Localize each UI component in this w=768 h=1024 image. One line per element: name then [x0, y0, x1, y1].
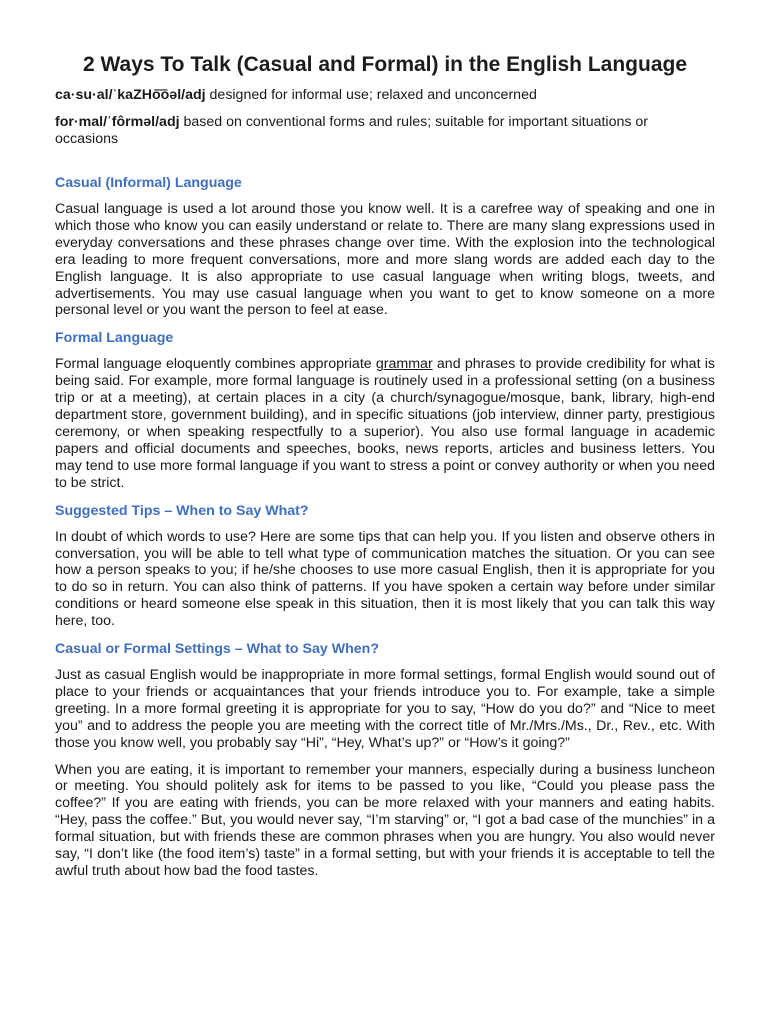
- paragraph-text: and phrases to provide credibility for what is being said. For example, more formal language is routinely used in a professional setting (on a business trip or at a meeting), at certain places in a city (a church/synagogue/mosque, bank, library, high-end department store, government building), and in specific situations (job interview, dinner party, prestigious ceremony, or when speaking respectfully to a superior). You also use formal language in academic papers and official documents and speeches, books, news reports, articles and business letters. You may tend to use more formal language if you want to stress a point or convey authority or when you need to be strict.: [55, 356, 715, 491]
- section-heading-tips: Suggested Tips – When to Say What?: [55, 502, 309, 519]
- section-heading-formal: Formal Language: [55, 330, 174, 347]
- section-heading-settings: Casual or Formal Settings – What to Say When?: [55, 641, 379, 658]
- grammar-link[interactable]: grammar: [375, 356, 433, 373]
- definition-term: for·mal/ˈfôrməl/adj: [55, 114, 180, 130]
- definition-text: designed for informal use; relaxed and unconcerned: [205, 87, 537, 103]
- page-title: 2 Ways To Talk (Casual and Formal) in the English Language: [82, 53, 688, 76]
- section-heading-casual: Casual (Informal) Language: [55, 175, 242, 191]
- paragraph: When you are eating, it is important to remember your manners, especially during a business luncheon or meeting. You should politely ask for items to be passed to you like, “Could you please pass the coffee?” If you are eating with friends, you can be more relaxed with your manners and eating habits. “Hey, pass the coffee.” But, you would never say, “I’m starving” or, “I got a bad case of the munchies” in a formal situation, but with friends these are common phrases when you are hungry. You also would never say, “I don’t like (the food item’s) taste” in a formal setting, but with your friends it is acceptable to tell the awful truth about how bad the food tastes.: [55, 761, 715, 879]
- paragraph-text: Formal language eloquently combines appropriate: [55, 356, 376, 373]
- definition-formal: [55, 114, 715, 148]
- definition-text: based on conventional forms and rules; suitable for important situations or occasions: [55, 114, 649, 147]
- paragraph: Just as casual English would be inappropriate in more formal settings, formal English would sound out of place to your friends or acquaintances that your friends introduce you to. For example, take a simple greeting. In a more formal greeting it is appropriate for you to say, “How do you do?” and “Nice to meet you” and to address the people you are meeting with the correct title of Mr./Mrs./Ms., Dr., Rev., etc. With those you know well, you probably say “Hi”, “Hey, What’s up?” or “How’s it going?”: [55, 667, 715, 751]
- paragraph: Casual language is used a lot around those you know well. It is a carefree way of speaking and one in which those who know you can easily understand or relate to. There are many slang expressions used in everyday conversations and these phrases change over time. With the explosion into the technological era leading to more frequent conversations, more and more slang words are added each day to the English language. It is also appropriate to use casual language when writing blogs, tweets, and advertisements. You may use casual language when you want to get to know someone on a more personal level or you want the person to feel at ease.: [55, 201, 715, 319]
- paragraph: [55, 356, 715, 491]
- definition-casual: [55, 87, 715, 104]
- document-page: [55, 50, 715, 890]
- definition-term: ca·su·al/ˈkaZHo͞oəl/adj: [55, 87, 206, 103]
- paragraph: In doubt of which words to use? Here are some tips that can help you. If you listen and observe others in conversation, you will be able to tell what type of communication matches the situation. Or you can see how a person speaks to you; if he/she chooses to use more casual English, then it is appropriate for you to do so in return. You can also think of patterns. If you have spoken a certain way before under similar conditions or heard someone else speak in this situation, then it is most likely that you can talk this way here, too.: [55, 528, 715, 630]
